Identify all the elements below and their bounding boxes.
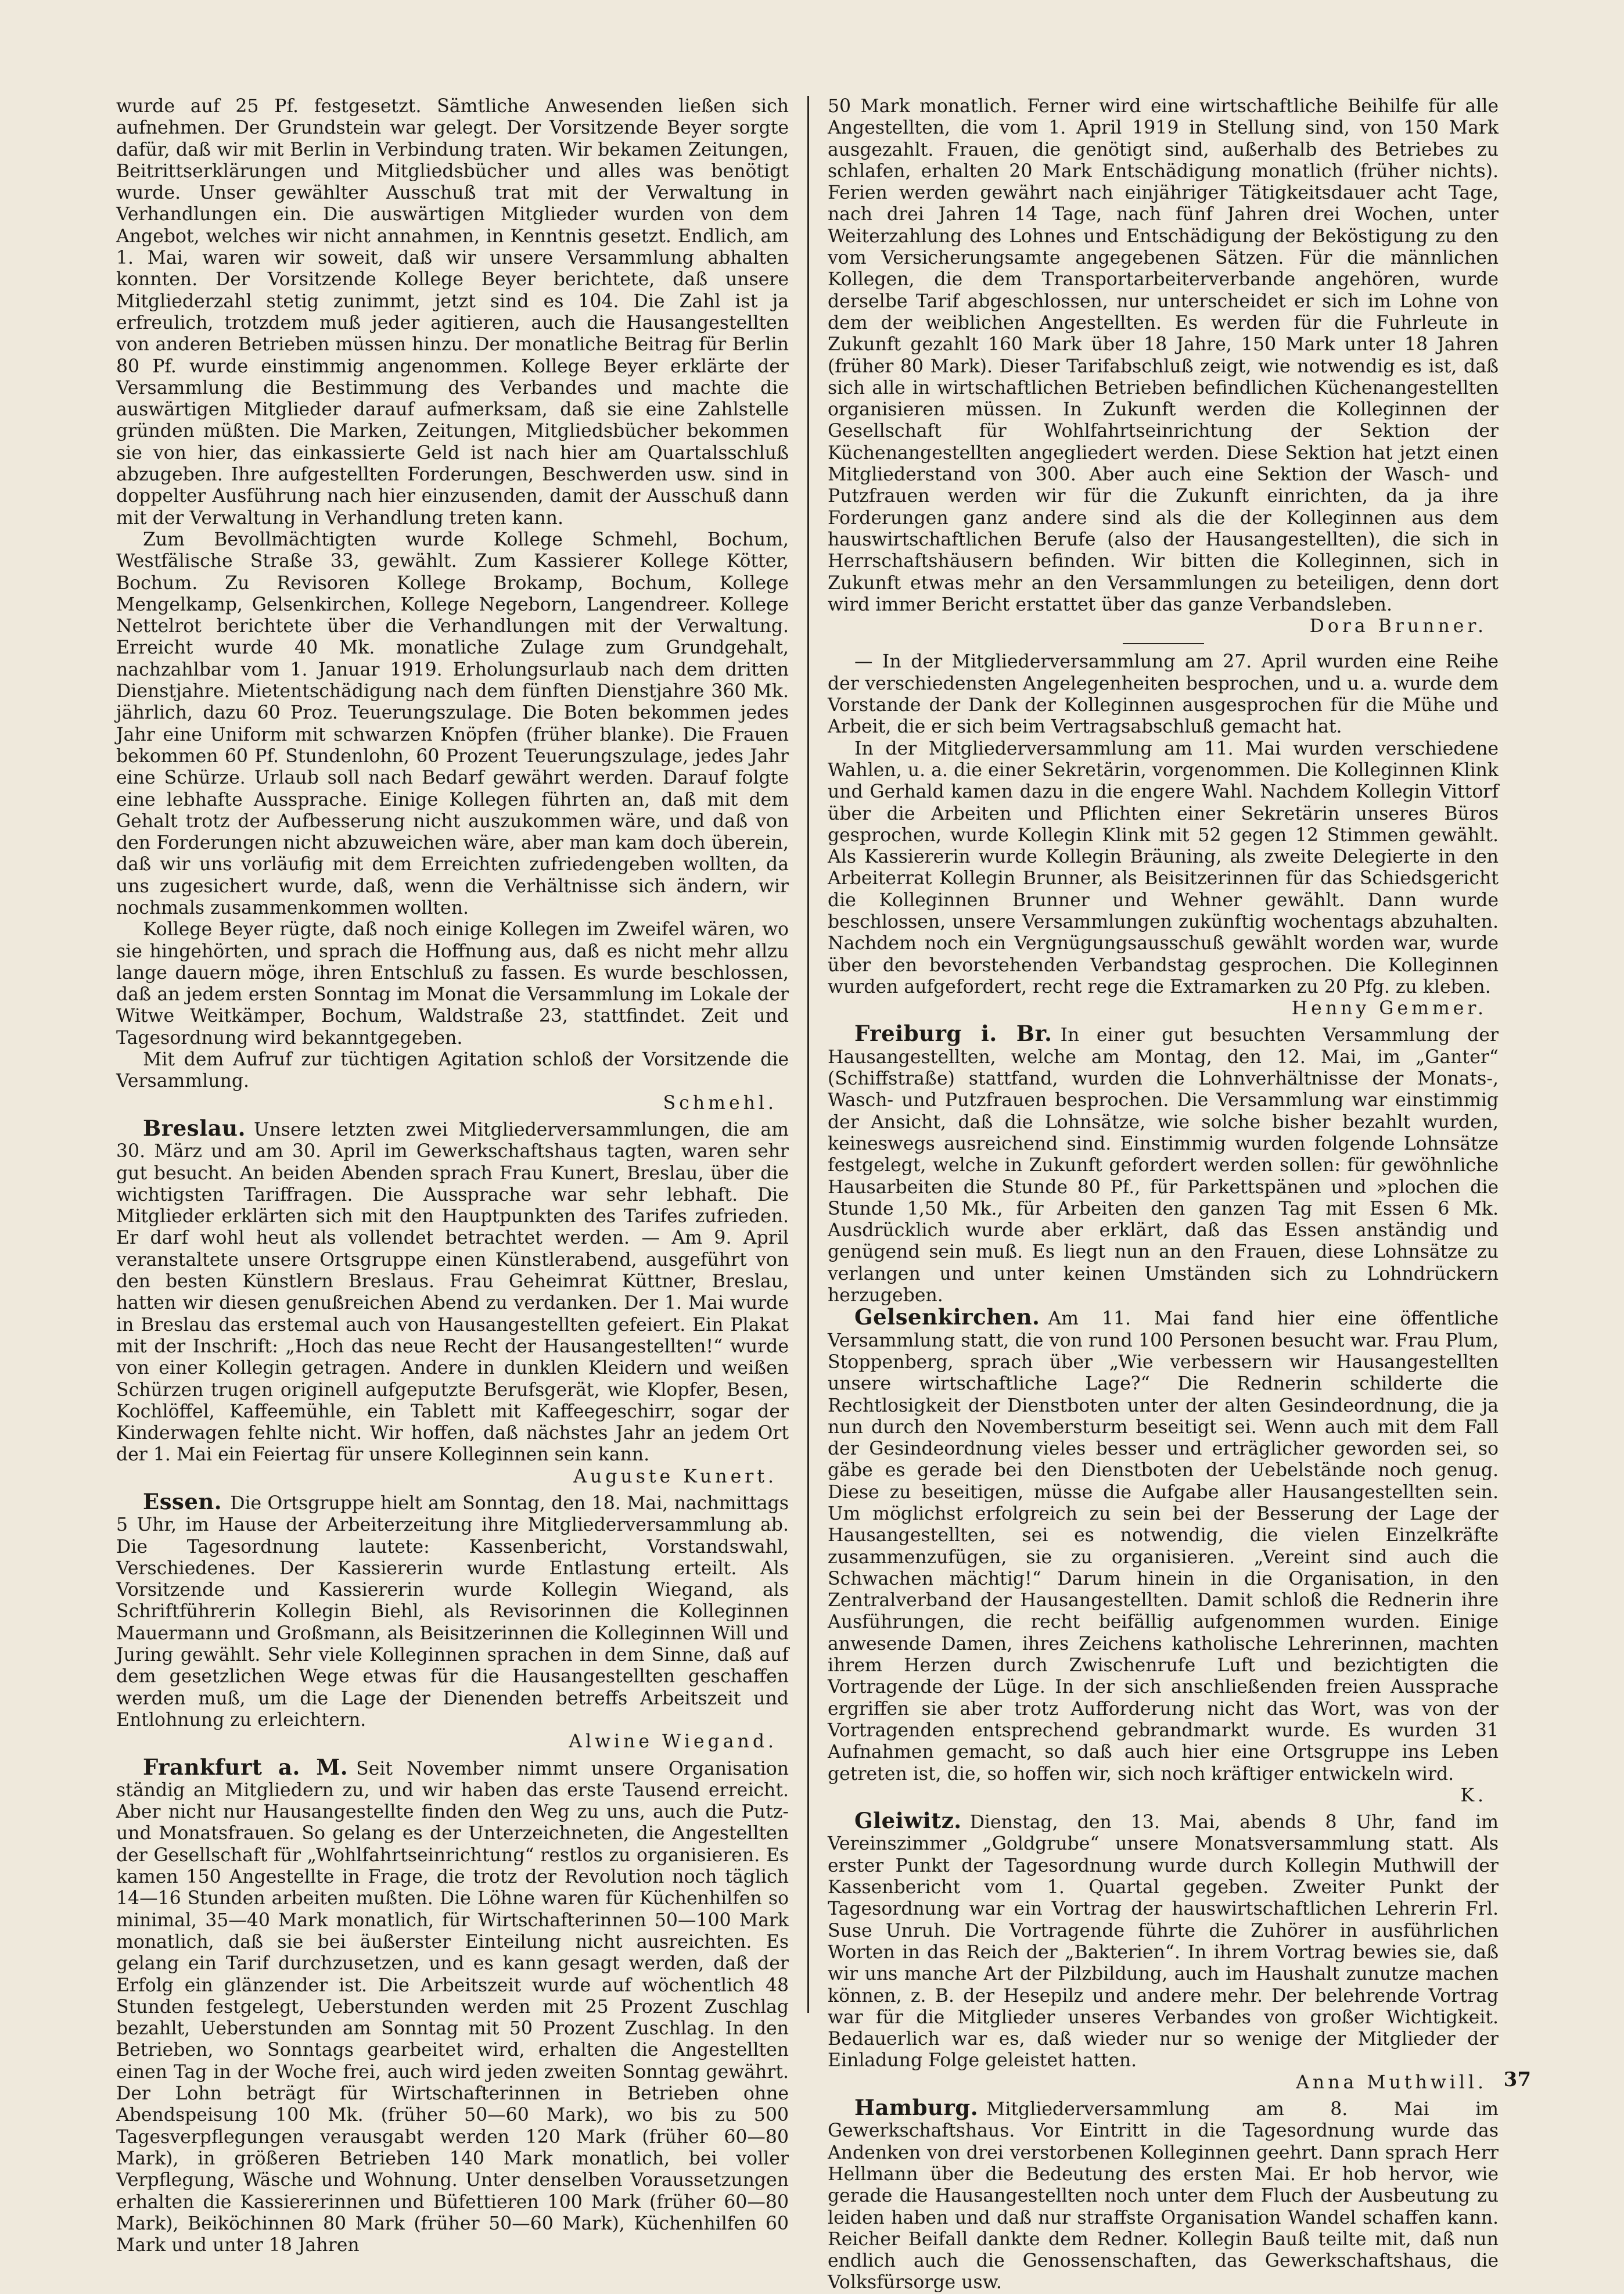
signature-gemmer: Henny Gemmer.	[1291, 998, 1487, 1019]
signature-schmehl: Schmehl.	[663, 1092, 777, 1114]
hamburg-heading: Hamburg.	[854, 2095, 979, 2121]
gelsenkirchen-report	[828, 1306, 1499, 1785]
bochum-election-paragraph: Zum Bevollmächtigten wurde Kollege Schmehl, Bochum, Westfälische Straße 33, gewählt. Zum Kassierer Kollege Kötter, Bochum. Zu Revisoren Kollege Brokamp, Bochum, Kollege Mengelkamp, Gelsenkirchen, Kollege Negeborn, Langendreer. Kollege Nettelrot berichtete über die Verhandlungen mit der Verwaltung. Erreicht wurde 40 Mk. monatliche Zulage zum Grundgehalt, nachzahlbar vom 1. Januar 1919. Erholungsurlaub nach dem dritten Dienstjahre. Mietentschädigung nach dem fünften Dienstjahre 360 Mk. jährlich, dazu 60 Proz. Teuerungszulage. Die Boten bekommen jedes Jahr eine Uniform mit schwarzen Knöpfen (früher blanke). Die Frauen bekommen 60 Pf. Stundenlohn, 60 Prozent Teuerungszulage, jedes Jahr eine Schürze. Urlaub soll nach Bedarf gewährt werden. Darauf folgte eine lebhafte Aussprache. Einige Kollegen führten an, daß mit dem Gehalt trotz der Aufbesserung nicht auszukommen wäre, und daß von den Forderungen nicht abzuweichen wäre, aber man kam doch überein, daß wir uns vorläufig mit dem Erreichten zufriedengeben wollten, da uns zugesichert wurde, daß, wenn die Verhältnisse sich ändern, wir nochmals zusammenkommen wollten.	[116, 529, 789, 918]
signature-wiegand: Alwine Wiegand.	[569, 1731, 777, 1753]
frankfurt-heading: Frankfurt a. M.	[143, 1754, 348, 1780]
frankfurt-continued-paragraph: 50 Mark monatlich. Ferner wird eine wirtschaftliche Beihilfe für alle Angestellten, die vom 1. April 1919 in Stellung sind, von 150 Mark ausgezahlt. Frauen, die genötigt sind, außerhalb des Betriebes zu schlafen, erhalten 20 Mark Entschädigung monatlich (früher nichts). Ferien werden gewährt nach einjähriger Tätigkeitsdauer acht Tage, nach drei Jahren 14 Tage, nach fünf Jahren drei Wochen, unter Weiterzahlung des Lohnes und Entschädigung der Beköstigung zu den vom Versicherungsamte angegebenen Sätzen. Für die männlichen Kollegen, die dem Transportarbeiterverbande angehören, wurde derselbe Tarif abgeschlossen, nur unterscheidet er sich im Lohne von dem der weiblichen Angestellten. Es werden für die Fuhrleute in Zukunft gezahlt 160 Mark über 18 Jahre, 150 Mark unter 18 Jahren (früher 80 Mark). Dieser Tarifabschluß zeigt, wie notwendig es ist, daß sich alle in wirtschaftlichen Betrieben befindlichen Küchenangestellten organisieren müssen. In Zukunft werden die Kolleginnen der Gesellschaft für Wohlfahrtseinrichtung der Sektion der Küchenangestellten angegliedert werden. Diese Sektion hat jetzt einen Mitgliederstand von 300. Aber auch eine Sektion der Wasch- und Putzfrauen werden wir für die Zukunft einrichten, da ja ihre Forderungen ganz andere sind als die der Kolleginnen aus dem hauswirtschaftlichen Berufe (also der Hausangestellten), die sich in Herrschaftshäusern befinden. Wir bitten die Kolleginnen, sich in Zukunft etwas mehr an den Versammlungen zu beteiligen, denn dort wird immer Bericht erstattet über das ganze Verbandsleben.	[828, 96, 1499, 615]
breslau-heading: Breslau.	[143, 1115, 246, 1141]
bochum-meeting-paragraph: Kollege Beyer rügte, daß noch einige Kollegen im Zweifel wären, wo sie hingehörten, und sprach die Hoffnung aus, daß es nicht mehr allzu lange dauern möge, ihren Entschluß zu fassen. Es wurde beschlossen, daß an jedem ersten Sonntag im Monat die Versammlung im Lokale der Witwe Weitkämper, Bochum, Waldstraße 23, stattfindet. Zeit und Tagesordnung wird bekanntgegeben.	[116, 919, 789, 1049]
hamburg-report	[828, 2097, 1499, 2294]
breslau-text: Unsere letzten zwei Mitgliederversammlungen, die am 30. März und am 30. April im Gewerkschaftshaus tagten, waren sehr gut besucht. An beiden Abenden sprach Frau Kunert, Breslau, über die wichtigsten Tariffragen. Die Aussprache war sehr lebhaft. Die Mitglieder erklärten sich mit den Hauptpunkten des Tarifes zufrieden. Er darf wohl heut als vollendet betrachtet werden. — Am 9. April veranstaltete unsere Ortsgruppe einen Künstlerabend, ausgeführt von den besten Künstlern Breslaus. Frau Geheimrat Küttner, Breslau, hatten wir diesen genußreichen Abend zu verdanken. Der 1. Mai wurde in Breslau das erstemal auch von Hausangestellten gefeiert. Ein Plakat mit der Inschrift: „Hoch das neue Recht der Hausangestellten!“ wurde von einer Kollegin getragen. Andere in dunklen Kleidern und weißen Schürzen trugen originell aufgeputzte Berufsgerät, wie Klopfer, Besen, Kochlöffel, Kaffeemühle, ein Tablett mit Kaffeegeschirr, sogar der Kinderwagen fehlte nicht. Wir hoffen, daß nächstes Jahr an jedem Ort der 1. Mai ein Feiertag für unsere Kolleginnen sein kann.	[116, 1119, 789, 1466]
gleiwitz-text: Dienstag, den 13. Mai, abends 8 Uhr, fand im Vereinszimmer „Goldgrube“ unsere Monatsversammlung statt. Als erster Punkt der Tagesordnung wurde durch Kollegin Muthwill der Kassenbericht vom 1. Quartal gegeben. Zweiter Punkt der Tagesordnung war ein Vortrag der hauswirtschaftlichen Lehrerin Frl. Suse Unruh. Die Vortragende führte die Zuhörer in ausführlichen Worten in das Reich der „Bakterien“. In ihrem Vortrag bewies sie, daß wir uns manche Art der Pilzbildung, auch im Haushalt zunutze machen können, z. B. der Hesepilz und andere mehr. Der belehrende Vortrag war für die Mitglieder unseres Verbandes von großer Wichtigkeit. Bedauerlich war es, daß wieder nur so wenige der Mitglieder der Einladung Folge geleistet hatten.	[828, 1812, 1499, 2072]
page-number: 37	[1503, 2068, 1531, 2091]
signature-k: K.	[1460, 1785, 1487, 1806]
gelsenkirchen-heading: Gelsenkirchen.	[854, 1304, 1040, 1330]
essen-heading: Essen.	[143, 1489, 222, 1514]
april-meeting-paragraph: — In der Mitgliederversammlung am 27. April wurden eine Reihe der verschiedensten Angelegenheiten besprochen, und u. a. wurde dem Vorstande der Dank der Kolleginnen ausgesprochen für die Mühe und Arbeit, die er sich beim Vertragsabschluß gemacht hat.	[828, 651, 1499, 738]
bochum-closing-paragraph: Mit dem Aufruf zur tüchtigen Agitation schloß der Vorsitzende die Versammlung.	[116, 1049, 789, 1092]
breslau-report	[116, 1115, 789, 1466]
signature-muthwill: Anna Muthwill.	[1296, 2072, 1487, 2093]
may-meeting-paragraph: In der Mitgliederversammlung am 11. Mai wurden verschiedene Wahlen, u. a. die einer Sekretärin, vorgenommen. Die Kolleginnen Klink und Gerhald kamen dazu in die engere Wahl. Nachdem Kollegin Vittorf über die Arbeiten und Pflichten einer Sekretärin unseres Büros gesprochen, wurde Kollegin Klink mit 52 gegen 12 Stimmen gewählt. Als Kassiererin wurde Kollegin Bräuning, als zweite Delegierte in den Arbeiterrat Kollegin Brunner, als Beisitzerinnen für das Schiedsgericht die Kolleginnen Brunner und Wehner gewählt. Dann wurde beschlossen, unsere Versammlungen zukünftig wochentags abzuhalten. Nachdem noch ein Vergnügungsausschuß gewählt worden war, wurde über den bevorstehenden Verbandstag gesprochen. Die Kolleginnen wurden aufgefordert, recht rege die Extramarken zu 20 Pfg. zu kleben.	[828, 738, 1499, 997]
freiburg-heading: Freiburg i. Br.	[854, 1021, 1052, 1047]
freiburg-text: In einer gut besuchten Versammlung der Hausangestellten, welche am Montag, den 12. Mai, im „Ganter“ (Schiffstraße) stattfand, wurden die Lohnverhältnisse der Monats-, Wasch- und Putzfrauen besprochen. Die Versammlung war einstimmig der Ansicht, daß die Lohnsätze, wie solche bisher bezahlt wurden, keineswegs ausreichend sind. Einstimmig wurden folgende Lohnsätze festgelegt, welche in Zukunft gefordert werden sollen: für gewöhnliche Hausarbeiten die Stunde 80 Pf., für Parkettspänen und »plochen die Stunde 1,50 Mk., für Arbeiten den ganzen Tag mit Essen 6 Mk. Ausdrücklich wurde aber erklärt, daß das Essen anständig und genügend sein muß. Es liegt nun an den Frauen, diese Lohnsätze zu verlangen und unter keinen Umständen sich zu Lohndrückern herzugeben.	[828, 1025, 1499, 1306]
gelsenkirchen-text: Am 11. Mai fand hier eine öffentliche Versammlung statt, die von rund 100 Personen besucht war. Frau Plum, Stoppenberg, sprach über „Wie verbessern wir Hausangestellten unsere wirtschaftliche Lage?“ Die Rednerin schilderte die Rechtlosigkeit der Dienstboten unter der alten Gesindeordnung, die ja nun durch den Novembersturm beseitigt sei. Wenn auch mit dem Fall der Gesindeordnung vieles besser und erträglicher geworden sei, so gäbe es gerade bei den Dienstboten der Uebelstände noch genug. Diese zu beseitigen, müsse die Aufgabe aller Hausangestellten sein. Um möglichst erfolgreich zu sein bei der Besserung der Lage der Hausangestellten, sei es notwendig, die vielen Einzelkräfte zusammenzufügen, sie zu organisieren. „Vereint sind auch die Schwachen mächtig!“ Darum hinein in die Organisation, in den Zentralverband der Hausangestellten. Damit schloß die Rednerin ihre Ausführungen, die recht beifällig aufgenommen wurden. Einige anwesende Damen, ihres Zeichens katholische Lehrerinnen, machten ihrem Herzen durch Zwischenrufe Luft und bezichtigten die Vortragende der Lüge. In der sich anschließenden freien Aussprache ergriffen sie aber trotz Aufforderung nicht das Wort, was von der Vortragenden entsprechend gebrandmarkt wurde. Es wurden 31 Aufnahmen gemacht, so daß auch hier eine Ortsgruppe ins Leben getreten ist, die, so hoffen wir, sich noch kräftiger entwickeln wird.	[828, 1308, 1499, 1785]
hamburg-text: Mitgliederversammlung am 8. Mai im Gewerkschaftshaus. Vor Eintritt in die Tagesordnung wurde das Andenken von drei verstorbenen Kolleginnen geehrt. Dann sprach Herr Hellmann über die Bedeutung des ersten Mai. Er hob hervor, wie gerade die Hausangestellten noch unter dem Fluch der Ausbeutung zu leiden haben und daß nur straffste Organisation Wandel schaffen kann. Reicher Beifall dankte dem Redner. Kollegin Bauß teilte mit, daß nun endlich auch die Genossenschaften, das Gewerkschaftshaus, die Volksfürsorge usw.	[828, 2099, 1499, 2293]
essen-text: Die Ortsgruppe hielt am Sonntag, den 18. Mai, nachmittags 5 Uhr, im Hause der Arbeiterzeitung ihre Mitgliederversammlung ab. Die Tagesordnung lautete: Kassenbericht, Vorstandswahl, Verschiedenes. Der Kassiererin wurde Entlastung erteilt. Als Vorsitzende und Kassiererin wurde Kollegin Wiegand, als Schriftführerin Kollegin Biehl, als Revisorinnen die Kolleginnen Mauermann und Großmann, als Beisitzerinnen die Kolleginnen Will und Juring gewählt. Sehr viele Kolleginnen sprachen in dem Sinne, daß auf dem gesetzlichen Wege etwas für die Hausangestellten geschaffen werden muß, um die Lage der Dienenden betreffs Arbeitszeit und Entlohnung zu erleichtern.	[116, 1493, 789, 1731]
frankfurt-report	[116, 1754, 789, 2257]
right-column	[807, 96, 1499, 2293]
section-divider	[1123, 643, 1204, 644]
signature-brunner: Dora Brunner.	[1309, 616, 1487, 637]
signature-kunert: Auguste Kunert.	[573, 1466, 777, 1487]
bochum-report-paragraph: wurde auf 25 Pf. festgesetzt. Sämtliche Anwesenden ließen sich aufnehmen. Der Grundstein war gelegt. Der Vorsitzende Beyer sorgte dafür, daß wir mit Berlin in Verbindung traten. Wir bekamen Zeitungen, Beitrittserklärungen und Mitgliedsbücher und alles was benötigt wurde. Unser gewählter Ausschuß trat mit der Verwaltung in Verhandlungen ein. Die auswärtigen Mitglieder wurden von dem Angebot, welches wir nicht annahmen, in Kenntnis gesetzt. Endlich, am 1. Mai, waren wir soweit, daß wir unsere Versammlung abhalten konnten. Der Vorsitzende Kollege Beyer berichtete, daß unsere Mitgliederzahl stetig zunimmt, jetzt sind es 104. Die Zahl ist ja erfreulich, trotzdem muß jeder agitieren, auch die Hausangestellten von anderen Betrieben müssen hinzu. Der monatliche Beitrag für Berlin 80 Pf. wurde einstimmig angenommen. Kollege Beyer erklärte der Versammlung die Bestimmung des Verbandes und machte die auswärtigen Mitglieder darauf aufmerksam, daß sie eine Zahlstelle gründen müßten. Die Marken, Zeitungen, Mitgliedsbücher bekommen sie von hier, das einkassierte Geld ist nach hier am Quartalsschluß abzugeben. Ihre aufgestellten Forderungen, Beschwerden usw. sind in doppelter Ausführung nach hier einzusenden, damit der Ausschuß dann mit der Verwaltung in Verhandlung treten kann.	[116, 96, 789, 529]
frankfurt-text: Seit November nimmt unsere Organisation ständig an Mitgliedern zu, und wir haben das erste Tausend erreicht. Aber nicht nur Hausangestellte finden den Weg zu uns, auch die Putz- und Monatsfrauen. So gelang es der Unterzeichneten, die Angestellten der Gesellschaft für „Wohlfahrtseinrichtung“ restlos zu organisieren. Es kamen 150 Angestellte in Frage, die trotz der Revolution noch täglich 14—16 Stunden arbeiten mußten. Die Löhne waren für Küchenhilfen so minimal, 35—40 Mark monatlich, für Wirtschafterinnen 50—100 Mark monatlich, daß sie bei äußerster Einteilung nicht ausreichten. Es gelang ein Tarif durchzusetzen, und es kann gesagt werden, daß der Erfolg ein glänzender ist. Die Arbeitszeit wurde auf wöchentlich 48 Stunden festgelegt, Ueberstunden werden mit 25 Prozent Zuschlag bezahlt, Ueberstunden am Sonntag mit 50 Prozent Zuschlag. In den Betrieben, wo Sonntags gearbeitet wird, erhalten die Angestellten einen Tag in der Woche frei, auch wird jeden zweiten Sonntag gewährt. Der Lohn beträgt für Wirtschafterinnen in Betrieben ohne Abendspeisung 100 Mk. (früher 50—60 Mark), wo bis zu 500 Tagesverpflegungen verausgabt werden 120 Mark (früher 60—80 Mark), in größeren Betrieben 140 Mark monatlich, bei voller Verpflegung, Wäsche und Wohnung. Unter denselben Voraussetzungen erhalten die Kassiererinnen und Büfettieren 100 Mark (früher 60—80 Mark), Beiköchinnen 80 Mark (früher 50—60 Mark), Küchenhilfen 60 Mark und unter 18 Jahren	[116, 1758, 789, 2256]
essen-report	[116, 1491, 789, 1731]
gleiwitz-heading: Gleiwitz.	[854, 1808, 962, 1834]
left-column	[116, 96, 807, 2256]
freiburg-report	[828, 1023, 1499, 1306]
gleiwitz-report	[828, 1810, 1499, 2072]
